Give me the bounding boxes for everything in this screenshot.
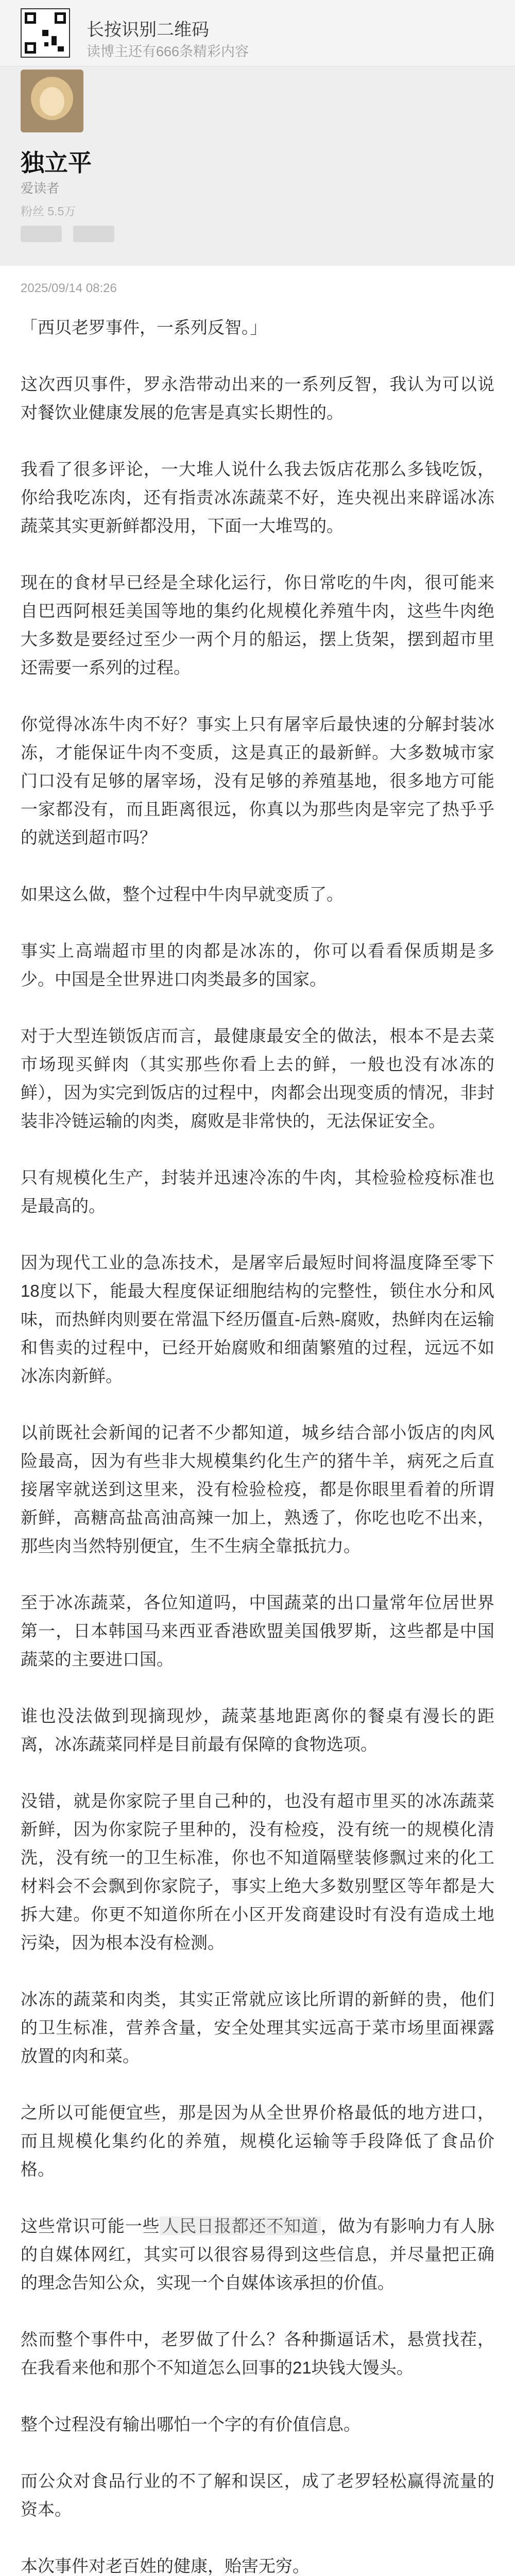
profile-tags <box>21 226 124 245</box>
paragraph: 谁也没法做到现摘现炒，蔬菜基地距离你的餐桌有漫长的距离，冰冻蔬菜同样是目前最有保障的食物选项。 <box>21 1706 494 1754</box>
qr-code-icon[interactable] <box>21 8 70 58</box>
post-date: 2025/09/14 08:26 <box>21 281 117 295</box>
paragraph: 整个过程没有输出哪怕一个字的有价值信息。 <box>21 2415 360 2434</box>
paragraph: 冰冻的蔬菜和肉类，其实正常就应该比所谓的新鲜的贵，他们的卫生标准，营养含量，安全处理其实远高于菜市场里面裸露放置的肉和菜。 <box>21 1990 494 2065</box>
paragraph: 「西贝老罗事件，一系列反智。」 <box>21 318 267 337</box>
paragraph: 本次事件对老百姓的健康，贻害无穷。 <box>21 2556 310 2575</box>
paragraph-with-highlight: 这些常识可能一些 人民日报都还不知道 ，做为有影响力有人脉的自媒体网红，其实可以很容易得到这些信息，并尽量把正确的理念告知公众，实现一个自媒体该承担的价值。 <box>21 2216 495 2292</box>
paragraph: 事实上高端超市里的肉都是冰冻的，你可以看看保质期是多少。中国是全世界进口肉类最多的国家。 <box>21 941 494 989</box>
tag-placeholder <box>21 226 62 242</box>
highlighted-phrase: 人民日报都还不知道 <box>160 2216 320 2235</box>
banner-subtitle: 读博主还有666条精彩内容 <box>87 44 249 59</box>
paragraph: 只有规模化生产，封装并迅速冷冻的牛肉，其检验检疫标准也是最高的。 <box>21 1168 494 1215</box>
paragraph: 因为现代工业的急冻技术，是屠宰后最短时间将温度降至零下18度以下，能最大程度保证细胞结构的完整性，锁住水分和风味，而热鲜肉则要在常温下经历僵直-后熟-腐败，热鲜肉在运输和售卖的过程中，已经开始腐败和细菌繁殖的过程，远远不如冰冻肉新鲜。 <box>21 1253 494 1385</box>
qr-banner[interactable] <box>0 0 515 66</box>
paragraph: 你觉得冰冻牛肉不好？事实上只有屠宰后最快速的分解封装冰冻，才能保证牛肉不变质，这是真正的最新鲜。大多数城市家门口没有足够的屠宰场，没有足够的养殖基地，很多地方可能一家都没有，而且距离很远，你真以为那些肉是宰完了热乎乎的就送到超市吗？ <box>21 715 494 847</box>
paragraph: 而公众对食品行业的不了解和误区，成了老罗轻松赢得流量的资本。 <box>21 2471 494 2519</box>
tag-placeholder <box>73 226 114 242</box>
author-role: 爱读者 <box>21 181 60 196</box>
author-name[interactable]: 独立平 <box>21 149 92 176</box>
paragraph: 至于冰冻蔬菜，各位知道吗，中国蔬菜的出口量常年位居世界第一，日本韩国马来西亚香港欧盟美国俄罗斯，这些都是中国蔬菜的主要进口国。 <box>21 1593 494 1669</box>
article-card <box>0 266 515 2576</box>
paragraph: 没错，就是你家院子里自己种的，也没有超市里买的冰冻蔬菜新鲜，因为你家院子里种的，没有检疫，没有统一的规模化清洗，没有统一的卫生标准，你也不知道隔壁装修飘过来的化工材料会不会飘到你家院子，事实上绝大多数别墅区等年都是大拆大建。你更不知道你所在小区开发商建设时有没有造成土地污染，因为根本没有检测。 <box>21 1791 494 1952</box>
paragraph: 然而整个事件中，老罗做了什么？各种撕逼话术，悬赏找茬，在我看来他和那个不知道怎么回事的21块钱大馒头。 <box>21 2330 494 2377</box>
paragraph: 如果这么做，整个过程中牛肉早就变质了。 <box>21 885 344 904</box>
paragraph: 我看了很多评论，一大堆人说什么我去饭店花那么多钱吃饭，你给我吃冻肉，还有指责冰冻蔬菜不好，连央视出来辟谣冰冻蔬菜其实更新鲜都没用，下面一大堆骂的。 <box>21 460 494 535</box>
paragraph: 对于大型连锁饭店而言，最健康最安全的做法，根本不是去菜市场现买鲜肉（其实那些你看上去的鲜，一般也没有冰冻的鲜），因为实完到饭店的过程中，肉都会出现变质的情况，非封装非冷链运输的肉类，腐败是非常快的，无法保证安全。 <box>21 1026 494 1130</box>
paragraph: 这次西贝事件，罗永浩带动出来的一系列反智，我认为可以说对餐饮业健康发展的危害是真实长期性的。 <box>21 375 494 422</box>
avatar[interactable] <box>21 70 83 132</box>
author-meta: 粉丝 5.5万 <box>21 205 76 218</box>
article-body <box>21 313 494 2576</box>
paragraph: 现在的食材早已经是全球化运行，你日常吃的牛肉，很可能来自巴西阿根廷美国等地的集约化规模化养殖牛肉，这些牛肉绝大多数是要经过至少一两个月的船运，摆上货架，摆到超市里还需要一系列的过程。 <box>21 573 494 677</box>
paragraph: 之所以可能便宜些，那是因为从全世界价格最低的地方进口，而且规模化集约化的养殖，规模化运输等手段降低了食品价格。 <box>21 2103 494 2179</box>
paragraph: 以前既社会新闻的记者不少都知道，城乡结合部小饭店的肉风险最高，因为有些非大规模集约化生产的猪牛羊，病死之后直接屠宰就送到这里来，没有检验检疫，都是你眼里看着的所谓新鲜，高糖高盐高油高辣一加上，熟透了，你吃也吃不出来，那些肉当然特别便宜，生不生病全靠抵抗力。 <box>21 1423 494 1555</box>
banner-title: 长按识别二维码 <box>87 20 209 40</box>
